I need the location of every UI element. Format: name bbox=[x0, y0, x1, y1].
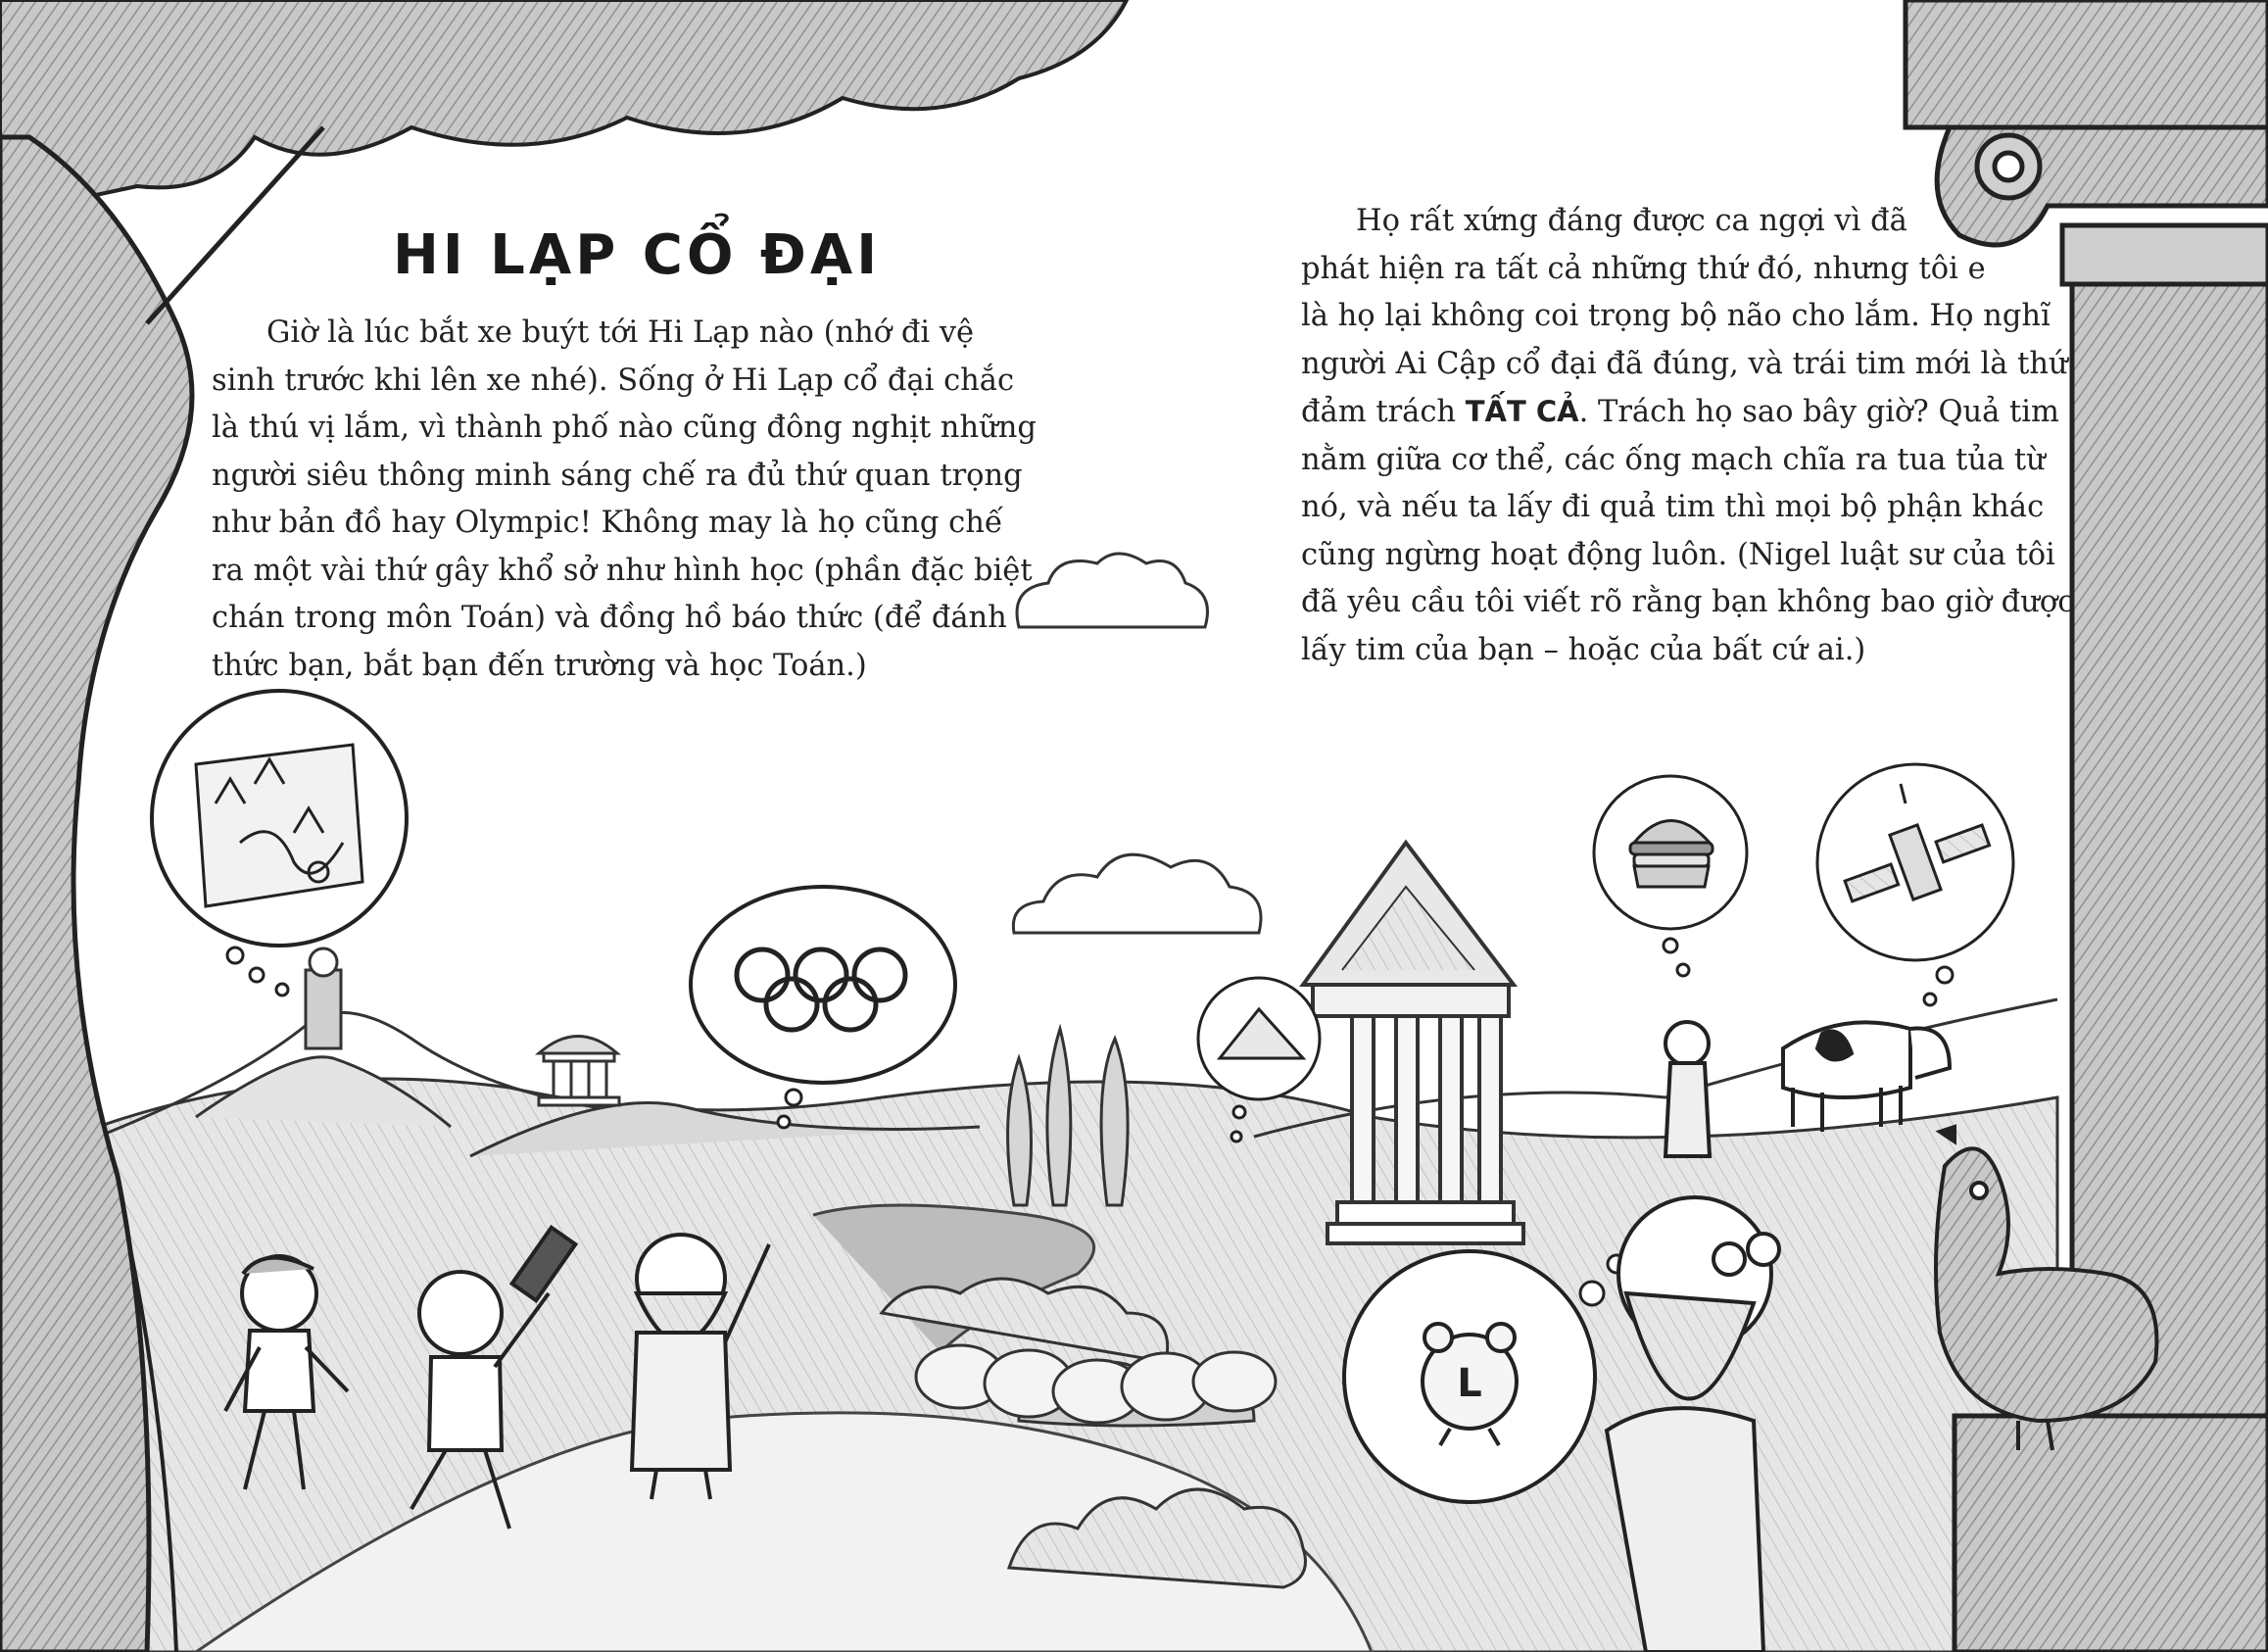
right-line-5-end: . Trách họ sao bây giờ? Quả tim bbox=[1578, 395, 2059, 429]
old-man-figure bbox=[1665, 1022, 1710, 1156]
left-line-7: chán trong môn Toán) và đồng hồ báo thức (để đánh bbox=[212, 601, 1007, 635]
right-line-2: phát hiện ra tất cả những thứ đó, nhưng tôi e bbox=[1301, 251, 1986, 286]
left-paragraph bbox=[212, 310, 1037, 690]
right-line-5 bbox=[1301, 388, 2074, 437]
cloud-icon bbox=[1013, 554, 1261, 933]
sitting-philosopher bbox=[1607, 1197, 1779, 1652]
clock-face-text: L bbox=[1457, 1361, 1482, 1406]
left-line-5: như bản đồ hay Olympic! Không may là họ cũng chế bbox=[212, 506, 1003, 540]
thought-bubble-burger bbox=[1594, 776, 1747, 976]
left-line-3: là thú vị lắm, vì thành phố nào cũng đông nghịt những bbox=[212, 411, 1037, 445]
right-line-1: Họ rất xứng đáng được ca ngợi vì đã bbox=[1356, 204, 1907, 238]
right-line-3: là họ lại không coi trọng bộ não cho lắm. Họ nghĩ bbox=[1301, 299, 2051, 333]
left-line-1: Giờ là lúc bắt xe buýt tới Hi Lạp nào (nhớ đi vệ bbox=[266, 316, 975, 350]
left-line-8: thức bạn, bắt bạn đến trường và học Toán.) bbox=[212, 648, 867, 683]
left-line-2: sinh trước khi lên xe nhé). Sống ở Hi Lạp cổ đại chắc bbox=[212, 363, 1015, 398]
right-line-7: nó, và nếu ta lấy đi quả tim thì mọi bộ phận khác bbox=[1301, 490, 2045, 524]
right-line-10: lấy tim của bạn – hoặc của bất cứ ai.) bbox=[1301, 632, 1866, 667]
thought-bubble-olympics bbox=[691, 887, 955, 1128]
thought-bubble-satellite bbox=[1817, 764, 2013, 1005]
page-title: HI LẠP CỔ ĐẠI bbox=[392, 223, 882, 287]
left-line-4: người siêu thông minh sáng chế ra đủ thứ quan trọng bbox=[212, 458, 1023, 493]
emphasis-text: TẤT CẢ bbox=[1465, 395, 1579, 428]
map-scroll-icon bbox=[196, 745, 362, 906]
right-line-9: đã yêu cầu tôi viết rõ rằng bạn không bao giờ được bbox=[1301, 585, 2075, 619]
cow-icon bbox=[1783, 1022, 1950, 1132]
right-line-8: cũng ngừng hoạt động luôn. (Nigel luật sư của tôi bbox=[1301, 537, 2055, 572]
right-line-5-start: đảm trách bbox=[1301, 395, 1466, 429]
right-line-4: người Ai Cập cổ đại đã đúng, và trái tim mới là thứ bbox=[1301, 346, 2068, 381]
left-line-6: ra một vài thứ gây khổ sở như hình học (phần đặc biệt bbox=[212, 553, 1033, 588]
cypress-trees bbox=[1008, 1029, 1129, 1205]
thought-bubble-map bbox=[152, 691, 407, 996]
right-line-6: nằm giữa cơ thể, các ống mạch chĩa ra tua tủa từ bbox=[1301, 442, 2046, 477]
right-paragraph bbox=[1301, 198, 2074, 674]
